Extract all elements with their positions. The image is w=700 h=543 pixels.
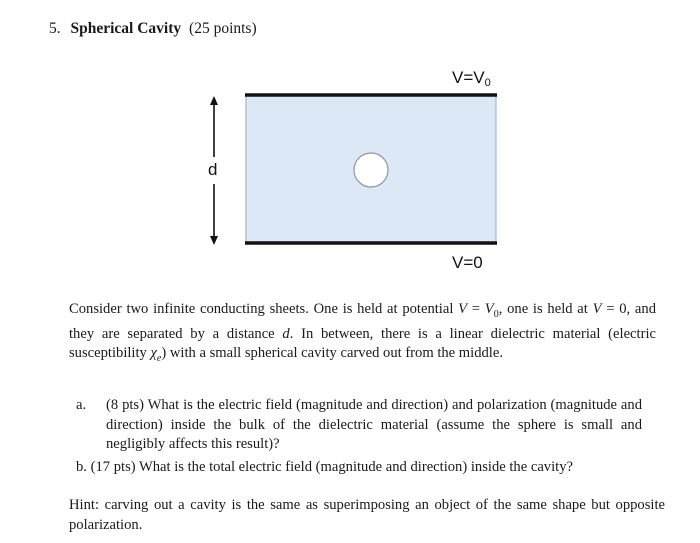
part-a xyxy=(76,396,642,455)
problem-number: 5. xyxy=(49,20,61,37)
part-b-marker: b. xyxy=(76,459,87,475)
part-a-text: (8 pts) What is the electric field (magnitude and direction) and polarization (magnitude and direction) inside the bulk of the dielectric material (assume the sphere is small and negligibly affects this result)? xyxy=(106,397,642,453)
part-b-text: (17 pts) What is the total electric field (magnitude and direction) inside the cavity? xyxy=(90,459,573,475)
bottom-potential-label: V=0 xyxy=(452,253,483,272)
part-a-marker: a. xyxy=(76,397,87,413)
problem-statement: Consider two infinite conducting sheets. One is held at potential $V = V_0$, one is held at V = 0, and they are separated by a distance d. In between, there is a linear dielectric material (electric susceptibility $\chi_e$) with a small spherical cavity carved out from the middle. xyxy=(69,301,656,364)
hint: Hint: carving out a cavity is the same as superimposing an object of the same shape but opposite polarization. xyxy=(69,497,665,533)
spherical-cavity xyxy=(354,153,388,187)
part-b xyxy=(76,458,676,478)
problem-points: (25 points) xyxy=(189,20,257,37)
distance-label: d xyxy=(208,160,218,179)
problem-title: Spherical Cavity xyxy=(70,20,182,37)
top-potential-label: $V=V_0$ xyxy=(452,68,491,89)
